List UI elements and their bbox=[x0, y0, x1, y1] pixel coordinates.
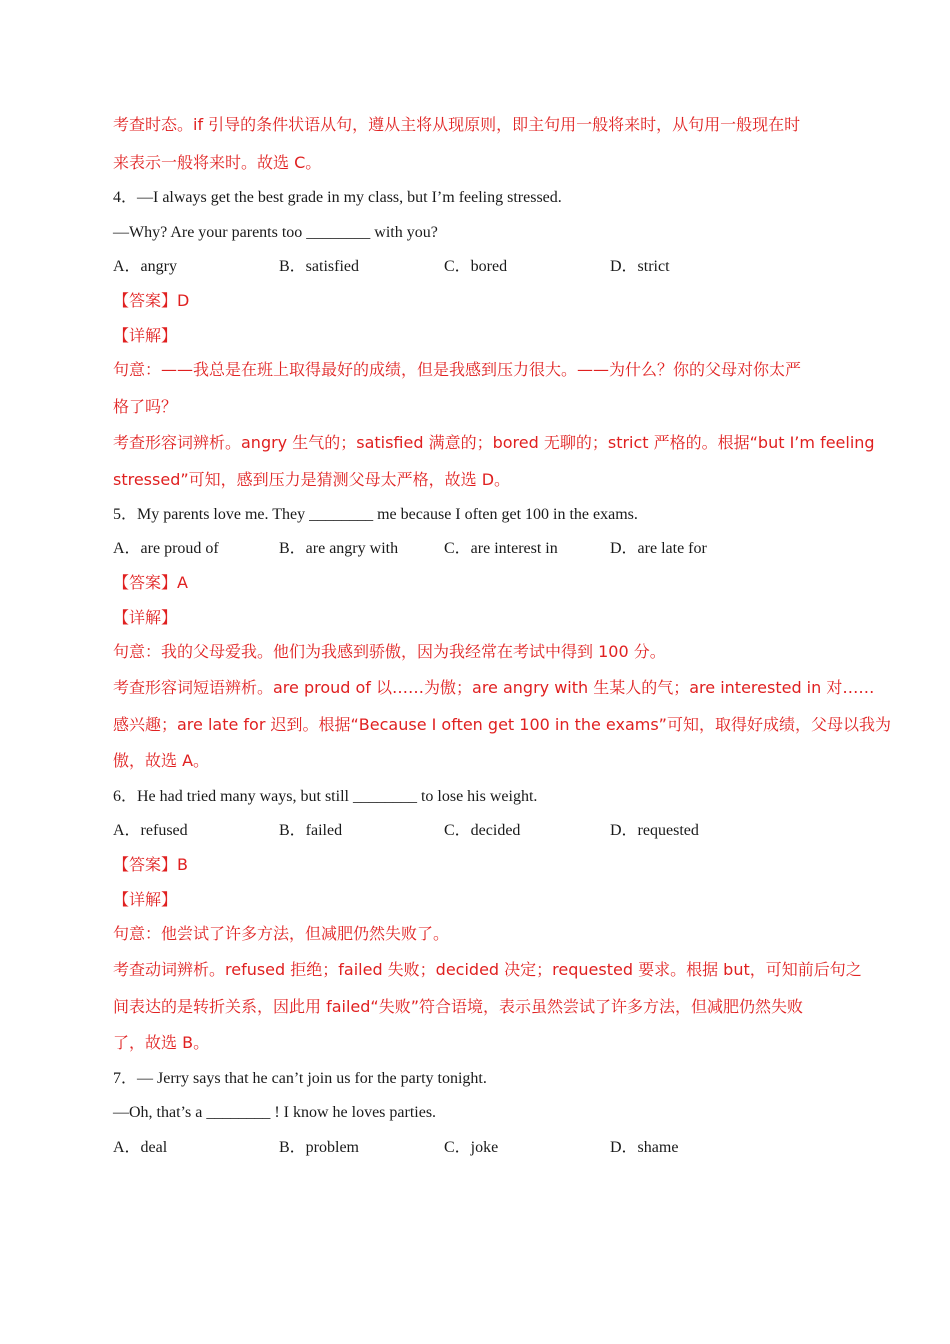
option-c: C．are interest in bbox=[444, 540, 558, 557]
option-a: A．are proud of bbox=[113, 540, 219, 557]
option-c: C．bored bbox=[444, 258, 508, 275]
explanation-line: 考查时态。if 引导的条件状语从句，遵从主将从现原则，即主句用一般将来时，从句用一般现在时 bbox=[113, 115, 801, 134]
explanation-line: 考查形容词短语辨析。are proud of 以……为傲；are angry with 生某人的气；are interested in 对…… bbox=[113, 678, 875, 697]
question-7-line: 7．— Jerry says that he can’t join us for the party tonight. bbox=[113, 1070, 487, 1087]
option-d: D．shame bbox=[610, 1139, 679, 1156]
question-6-line: 6．He had tried many ways, but still ________ to lose his weight. bbox=[113, 788, 538, 805]
option-a: A．deal bbox=[113, 1139, 168, 1156]
explanation-line: 感兴趣；are late for 迟到。根据“Because I often get 100 in the exams”可知，取得好成绩，父母以我为 bbox=[113, 715, 891, 734]
explanation-line: stressed”可知，感到压力是猜测父母太严格，故选 D。 bbox=[113, 470, 511, 489]
question-4-reply: —Why? Are your parents too ________ with you? bbox=[113, 224, 438, 241]
option-a: A．refused bbox=[113, 822, 188, 839]
option-b: B．are angry with bbox=[279, 540, 399, 557]
answer-label: 【答案】A bbox=[113, 573, 188, 592]
option-c: C．joke bbox=[444, 1139, 499, 1156]
explanation-line: 句意：我的父母爱我。他们为我感到骄傲，因为我经常在考试中得到 100 分。 bbox=[113, 642, 666, 661]
option-b: B．satisfied bbox=[279, 258, 359, 275]
explanation-line: 句意：他尝试了许多方法，但减肥仍然失败了。 bbox=[113, 924, 450, 943]
answer-label: 【答案】D bbox=[113, 291, 190, 310]
explanation-line: 傲，故选 A。 bbox=[113, 751, 210, 770]
explanation-line: 间表达的是转折关系，因此用 failed“失败”符合语境，表示虽然尝试了许多方法，但减肥仍然失败 bbox=[113, 997, 803, 1016]
answer-label: 【答案】B bbox=[113, 855, 188, 874]
option-a: A．angry bbox=[113, 258, 177, 275]
explanation-line: 考查动词辨析。refused 拒绝；failed 失败；decided 决定；requested 要求。根据 but，可知前后句之 bbox=[113, 960, 862, 979]
explanation-line: 句意：——我总是在班上取得最好的成绩，但是我感到压力很大。——为什么？你的父母对你太严 bbox=[113, 360, 802, 379]
option-d: D．strict bbox=[610, 258, 670, 275]
explanation-line: 考查形容词辨析。angry 生气的；satisfied 满意的；bored 无聊的；strict 严格的。根据“but I’m feeling bbox=[113, 433, 875, 452]
explanation-line: 格了吗？ bbox=[113, 397, 178, 416]
option-d: D．are late for bbox=[610, 540, 707, 557]
option-d: D．requested bbox=[610, 822, 699, 839]
detail-label: 【详解】 bbox=[113, 326, 178, 345]
explanation-line: 来表示一般将来时。故选 C。 bbox=[113, 153, 322, 172]
question-5-line: 5．My parents love me. They ________ me because I often get 100 in the exams. bbox=[113, 506, 638, 523]
option-b: B．failed bbox=[279, 822, 343, 839]
explanation-line: 了，故选 B。 bbox=[113, 1033, 210, 1052]
option-b: B．problem bbox=[279, 1139, 359, 1156]
question-7-reply: —Oh, that’s a ________ ! I know he loves parties. bbox=[113, 1104, 437, 1121]
option-c: C．decided bbox=[444, 822, 521, 839]
question-4-line: 4．—I always get the best grade in my class, but I’m feeling stressed. bbox=[113, 189, 562, 206]
detail-label: 【详解】 bbox=[113, 890, 178, 909]
detail-label: 【详解】 bbox=[113, 608, 178, 627]
